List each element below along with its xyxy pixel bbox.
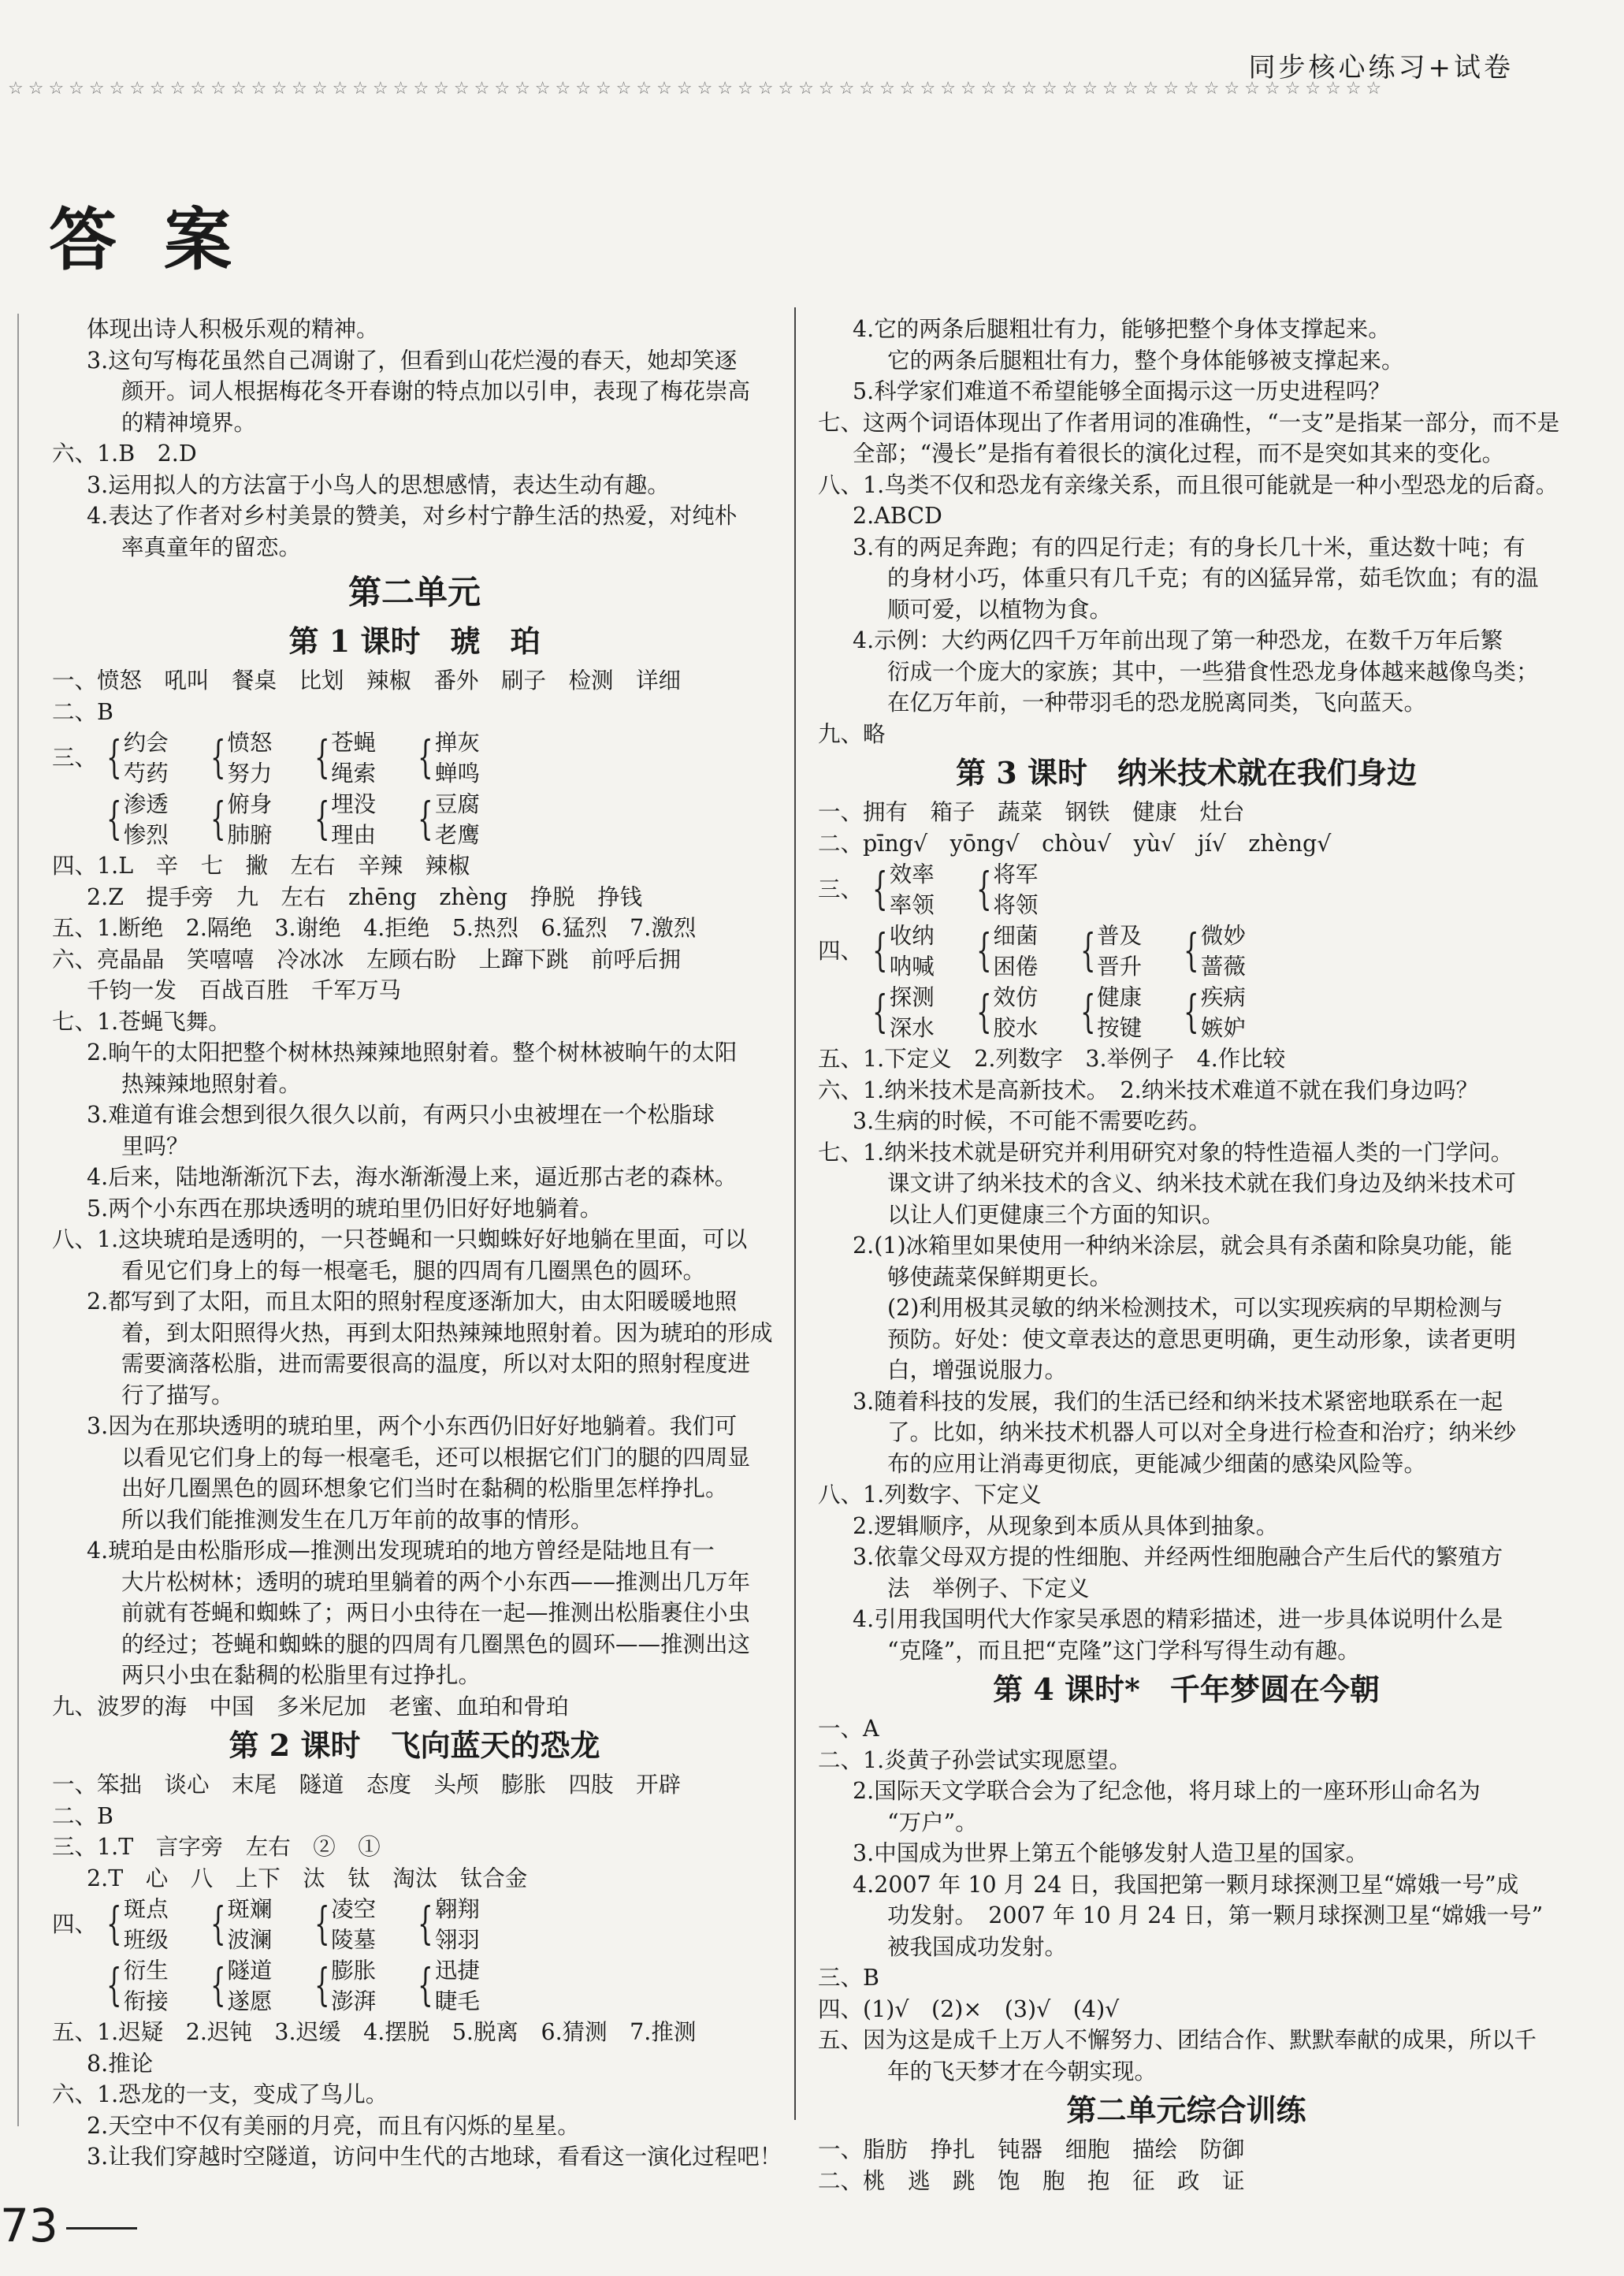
bracket-group: { 衍生 衔接 { 隧道 遂愿 { 膨胀 澎湃 { 迅捷 睫毛 [106, 1958, 480, 2014]
lesson-heading: 第 3 课时 纳米技术就在我们身边 [956, 755, 1417, 790]
answer-line: 五、1.断绝 2.隔绝 3.谢绝 4.拒绝 5.热烈 6.猛烈 7.激烈 [52, 915, 697, 941]
answer-line: 二、pīng√ yōng√ chòu√ yù√ jí√ zhèng√ [818, 830, 1332, 857]
answer-line: 千钧一发 百战百胜 千军万马 [87, 977, 402, 1003]
answer-line: 顺可爱，以植物为食。 [887, 596, 1113, 623]
answer-line: 两只小虫在黏稠的松脂里有过挣扎。 [121, 1662, 481, 1688]
answer-line: 预防。好处：使文章表达的意思更明确，更生动形象，读者更明 [887, 1326, 1517, 1352]
answer-line: 六、1.B 2.D [52, 441, 197, 467]
answer-line: 2.(1)冰箱里如果使用一种纳米涂层，就会具有杀菌和除臭功能，能 [853, 1233, 1513, 1259]
question-label: 三、 [52, 745, 98, 772]
answer-line: 以看见它们身上的每一根毫毛，还可以根据它们门的腿的四周显 [121, 1444, 751, 1471]
answer-line: 3.这句写梅花虽然自己凋谢了，但看到山花烂漫的春天，她却笑逐 [87, 347, 738, 374]
answer-line: 功发射。 2007 年 10 月 24 日，第一颗月球探测卫星“嫦娥一号” [887, 1902, 1544, 1928]
answer-line: 体现出诗人积极乐观的精神。 [87, 316, 379, 342]
answer-line: 七、这两个词语体现出了作者用词的准确性，“一支”是指某一部分，而不是 [818, 409, 1560, 436]
binding-margin-line [17, 314, 19, 2126]
answer-line: 五、1.下定义 2.列数字 3.举例子 4.作比较 [818, 1046, 1286, 1072]
answer-line: 3.运用拟人的方法富于小鸟人的思想感情，表达生动有趣。 [87, 471, 670, 498]
answer-line: 5.两个小东西在那块透明的琥珀里仍旧好好地躺着。 [87, 1195, 603, 1222]
answer-line: 布的应用让消毒更彻底，更能减少细菌的感染风险等。 [887, 1450, 1427, 1477]
page-title: 答案 [49, 200, 279, 280]
answer-line: 热辣辣地照射着。 [121, 1070, 302, 1097]
answer-line: 3.随着科技的发展，我们的生活已经和纳米技术紧密地联系在一起 [853, 1388, 1503, 1415]
answer-line: (2)利用极其灵敏的纳米检测技术，可以实现疾病的早期检测与 [887, 1295, 1503, 1321]
answer-line: 4.示例：大约两亿四千万年前出现了第一种恐龙，在数千万年后繁 [853, 627, 1503, 653]
answer-line: 3.有的两足奔跑；有的四足行走；有的身长几十米，重达数十吨；有 [853, 534, 1526, 560]
answer-line: 八、1.这块琥珀是透明的，一只苍蝇和一只蜘蛛好好地躺在里面，可以 [52, 1226, 748, 1252]
answer-line: 一、笨拙 谈心 末尾 隧道 态度 头颅 膨胀 四肢 开辟 [52, 1772, 682, 1798]
answer-line: 4.2007 年 10 月 24 日，我国把第一颗月球探测卫星“嫦娥一号”成 [853, 1871, 1519, 1898]
answer-line: 四、1.L 辛 七 撇 左右 辛辣 辣椒 [52, 853, 470, 879]
bracket-group: 四、 { 斑点 班级 { 斑斓 波澜 { 凌空 陵墓 { 翱翔 翎羽 [52, 1896, 480, 1953]
answer-line: 3.因为在那块透明的琥珀里，两个小东西仍旧好好地躺着。我们可 [87, 1413, 738, 1439]
answer-line: 出好几圈黑色的圆环想象它们当时在黏稠的松脂里怎样挣扎。 [121, 1475, 728, 1501]
left-column [52, 314, 782, 2173]
right-column [818, 314, 1560, 2196]
answer-line: 2.都写到了太阳，而且太阳的照射程度逐渐加大，由太阳暖暖地照 [87, 1289, 738, 1315]
answer-line: 九、波罗的海 中国 多米尼加 老蜜、血珀和骨珀 [52, 1693, 569, 1720]
lesson-heading: 第 4 课时* 千年梦圆在今朝 [993, 1672, 1380, 1707]
answer-line: “克隆”，而且把“克隆”这门学科写得生动有趣。 [887, 1637, 1360, 1664]
answer-line: 它的两条后腿粗壮有力，整个身体能够被支撑起来。 [887, 347, 1404, 374]
answer-line: 衍成一个庞大的家族；其中，一些猎食性恐龙身体越来越像鸟类； [887, 658, 1539, 685]
answer-line: 3.难道有谁会想到很久很久以前，有两只小虫被埋在一个松脂球 [87, 1102, 715, 1128]
answer-line: 二、1.炎黄子孙尝试实现愿望。 [818, 1746, 1132, 1773]
bracket-group: 四、 { 收纳 呐喊 { 细菌 困倦 { 普及 晋升 { 微妙 蔷薇 [818, 923, 1246, 980]
answer-line: 里吗？ [121, 1132, 189, 1159]
answer-line: 以让人们更健康三个方面的知识。 [887, 1201, 1225, 1228]
answer-line: 六、亮晶晶 笑嘻嘻 冷冰冰 左顾右盼 上蹿下跳 前呼后拥 [52, 946, 682, 973]
answer-line: 在亿万年前，一种带羽毛的恐龙脱离同类，飞向蓝天。 [887, 690, 1427, 716]
answer-line: 4.后来，陆地渐渐沉下去，海水渐渐漫上来，逼近那古老的森林。 [87, 1164, 738, 1190]
answer-line: 五、因为这是成千上万人不懈努力、团结合作、默默奉献的成果，所以千 [818, 2027, 1537, 2053]
answer-line: 大片松树林；透明的琥珀里躺着的两个小东西——推测出几万年 [121, 1568, 751, 1595]
answer-line: 三、B [818, 1965, 879, 1991]
lesson-heading: 第 1 课时 琥 珀 [288, 623, 541, 659]
answer-line: 一、拥有 箱子 蔬菜 钢铁 健康 灶台 [818, 799, 1245, 825]
book-series-title: 同步核心练习+试卷 [1248, 52, 1514, 84]
answer-line: 3.中国成为世界上第五个能够发射人造卫星的国家。 [853, 1840, 1369, 1866]
lesson-heading: 第 2 课时 飞向蓝天的恐龙 [229, 1727, 600, 1763]
answer-line: 3.让我们穿越时空隧道，访问中生代的古地球，看看这一演化过程吧！ [87, 2144, 782, 2170]
answer-line: 八、1.鸟类不仅和恐龙有亲缘关系，而且很可能就是一种小型恐龙的后裔。 [818, 471, 1559, 498]
answer-line: 5.科学家们难道不希望能够全面揭示这一历史进程吗？ [853, 378, 1391, 404]
question-label: 四、 [52, 1911, 98, 1938]
answer-line: 4.琥珀是由松脂形成—推测出发现琥珀的地方曾经是陆地且有一 [87, 1538, 715, 1564]
answer-line: 三、1.T 言字旁 左右 ② ① [52, 1834, 381, 1860]
answer-line: 一、脂肪 挣扎 钝器 细胞 描绘 防御 [818, 2137, 1245, 2163]
answer-line: 九、略 [818, 720, 886, 747]
answer-line: 2.Z 提手旁 九 左右 zhēng zhèng 挣脱 挣钱 [87, 883, 643, 910]
answer-line: 着，到太阳照得火热，再到太阳热辣辣地照射着。因为琥珀的形成 [121, 1319, 773, 1346]
answer-line: 五、1.迟疑 2.迟钝 3.迟缓 4.摆脱 5.脱离 6.猜测 7.推测 [52, 2019, 697, 2045]
answer-line: 的经过；苍蝇和蜘蛛的腿的四周有几圈黑色的圆环——推测出这 [121, 1631, 751, 1657]
answer-line: 前就有苍蝇和蜘蛛了；两日小虫待在一起—推测出松脂裹住小虫 [121, 1600, 751, 1626]
bracket-group: { 探测 深水 { 效仿 胶水 { 健康 按键 { 疾病 嫉妒 [872, 984, 1246, 1041]
answer-line: 四、(1)√ (2)× (3)√ (4)√ [818, 1995, 1120, 2022]
answer-line: 七、1.苍蝇飞舞。 [52, 1008, 231, 1035]
answer-line: 2.天空中不仅有美丽的月亮，而且有闪烁的星星。 [87, 2112, 580, 2139]
question-label: 四、 [818, 938, 864, 965]
answer-line: 的身材小巧，体重只有几千克；有的凶猛异常，茹毛饮血；有的温 [887, 565, 1539, 591]
answer-line: “万户”。 [887, 1809, 978, 1835]
unit-heading: 第二单元 [347, 573, 481, 612]
answer-line: 课文讲了纳米技术的含义、纳米技术就在我们身边及纳米技术可 [887, 1170, 1517, 1196]
answer-line: 白，增强说服力。 [887, 1357, 1068, 1383]
answer-line: 够使蔬菜保鲜期更长。 [887, 1263, 1113, 1290]
answer-line: 七、1.纳米技术就是研究并利用研究对象的特性造福人类的一门学问。 [818, 1139, 1514, 1166]
answer-line: 3.生病的时候，不可能不需要吃药。 [853, 1108, 1211, 1134]
answer-line: 二、桃 逃 跳 饱 胞 抱 征 政 证 [818, 2167, 1245, 2194]
answer-line: 2.国际天文学联合会为了纪念他，将月球上的一座环形山命名为 [853, 1778, 1481, 1804]
answer-line: 法 举例子、下定义 [887, 1575, 1090, 1601]
answer-line: 2.晌午的太阳把整个树林热辣辣地照射着。整个树林被晌午的太阳 [87, 1039, 738, 1065]
answer-line: 2.ABCD [853, 503, 942, 529]
answer-line: 4.引用我国明代大作家吴承恩的精彩描述，进一步具体说明什么是 [853, 1606, 1503, 1632]
bracket-group: { 渗透 惨烈 { 俯身 肺腑 { 埋没 理由 { 豆腐 老鹰 [106, 791, 480, 848]
answer-line: 2.T 心 八 上下 汰 钛 淘汰 钛合金 [87, 1865, 528, 1891]
answer-line: 4.表达了作者对乡村美景的赞美，对乡村宁静生活的热爱，对纯朴 [87, 503, 738, 529]
answer-line: 行了描写。 [121, 1382, 234, 1408]
star-border-decoration: ☆☆☆☆☆☆☆☆☆☆☆☆☆☆☆☆☆☆☆☆☆☆☆☆☆☆☆☆☆☆☆☆☆☆☆☆☆☆☆☆☆☆☆☆☆☆☆☆☆☆☆☆☆☆☆☆☆☆☆☆☆☆☆☆☆☆☆☆ [8, 79, 1387, 99]
answer-line: 的精神境界。 [121, 409, 257, 436]
answer-line: 八、1.列数字、下定义 [818, 1482, 1042, 1508]
answer-line: 六、1.恐龙的一支，变成了鸟儿。 [52, 2081, 388, 2107]
answer-line: 2.逻辑顺序，从现象到本质从具体到抽象。 [853, 1512, 1279, 1539]
answer-line: 3.依靠父母双方提的性细胞、并经两性细胞融合产生后代的繁殖方 [853, 1544, 1503, 1570]
answer-line: 年的飞天梦才在今朝实现。 [887, 2058, 1158, 2084]
answer-line: 六、1.纳米技术是高新技术。 2.纳米技术难道不就在我们身边吗？ [818, 1077, 1479, 1103]
answer-line: 一、A [818, 1716, 879, 1742]
section-heading: 第二单元综合训练 [1066, 2092, 1306, 2128]
answer-line: 需要滴落松脂，进而需要很高的温度，所以对太阳的照射程度进 [121, 1351, 751, 1377]
column-divider [794, 307, 796, 2120]
question-label: 三、 [818, 876, 864, 903]
answer-line: 率真童年的留恋。 [121, 534, 302, 560]
answer-line: 4.它的两条后腿粗壮有力，能够把整个身体支撑起来。 [853, 316, 1391, 342]
answer-line: 8.推论 [87, 2050, 154, 2077]
bracket-group: 三、 { 效率 率领 { 将军 将领 [818, 861, 1039, 918]
answer-line: 全部；“漫长”是指有着很长的演化过程，而不是突如其来的变化。 [853, 441, 1505, 467]
answer-line: 看见它们身上的每一根毫毛，腿的四周有几圈黑色的圆环。 [121, 1257, 706, 1284]
answer-line: 所以我们能推测发生在几万年前的故事的情形。 [121, 1506, 593, 1533]
bracket-group: 三、 { 约会 芍药 { 愤怒 努力 { 苍蝇 绳索 { 掸灰 蝉鸣 [52, 730, 480, 787]
answer-line: 二、B [52, 1802, 113, 1829]
answer-line: 二、B [52, 698, 113, 725]
answer-line: 了。比如，纳米技术机器人可以对全身进行检查和治疗；纳米纱 [887, 1419, 1517, 1445]
page-number: 73 [0, 2199, 137, 2252]
answer-line: 一、愤怒 吼叫 餐桌 比划 辣椒 番外 刷子 检测 详细 [52, 668, 682, 694]
answer-line: 被我国成功发射。 [887, 1933, 1068, 1960]
answer-line: 颜开。词人根据梅花冬开春谢的特点加以引申，表现了梅花崇高 [121, 378, 751, 404]
